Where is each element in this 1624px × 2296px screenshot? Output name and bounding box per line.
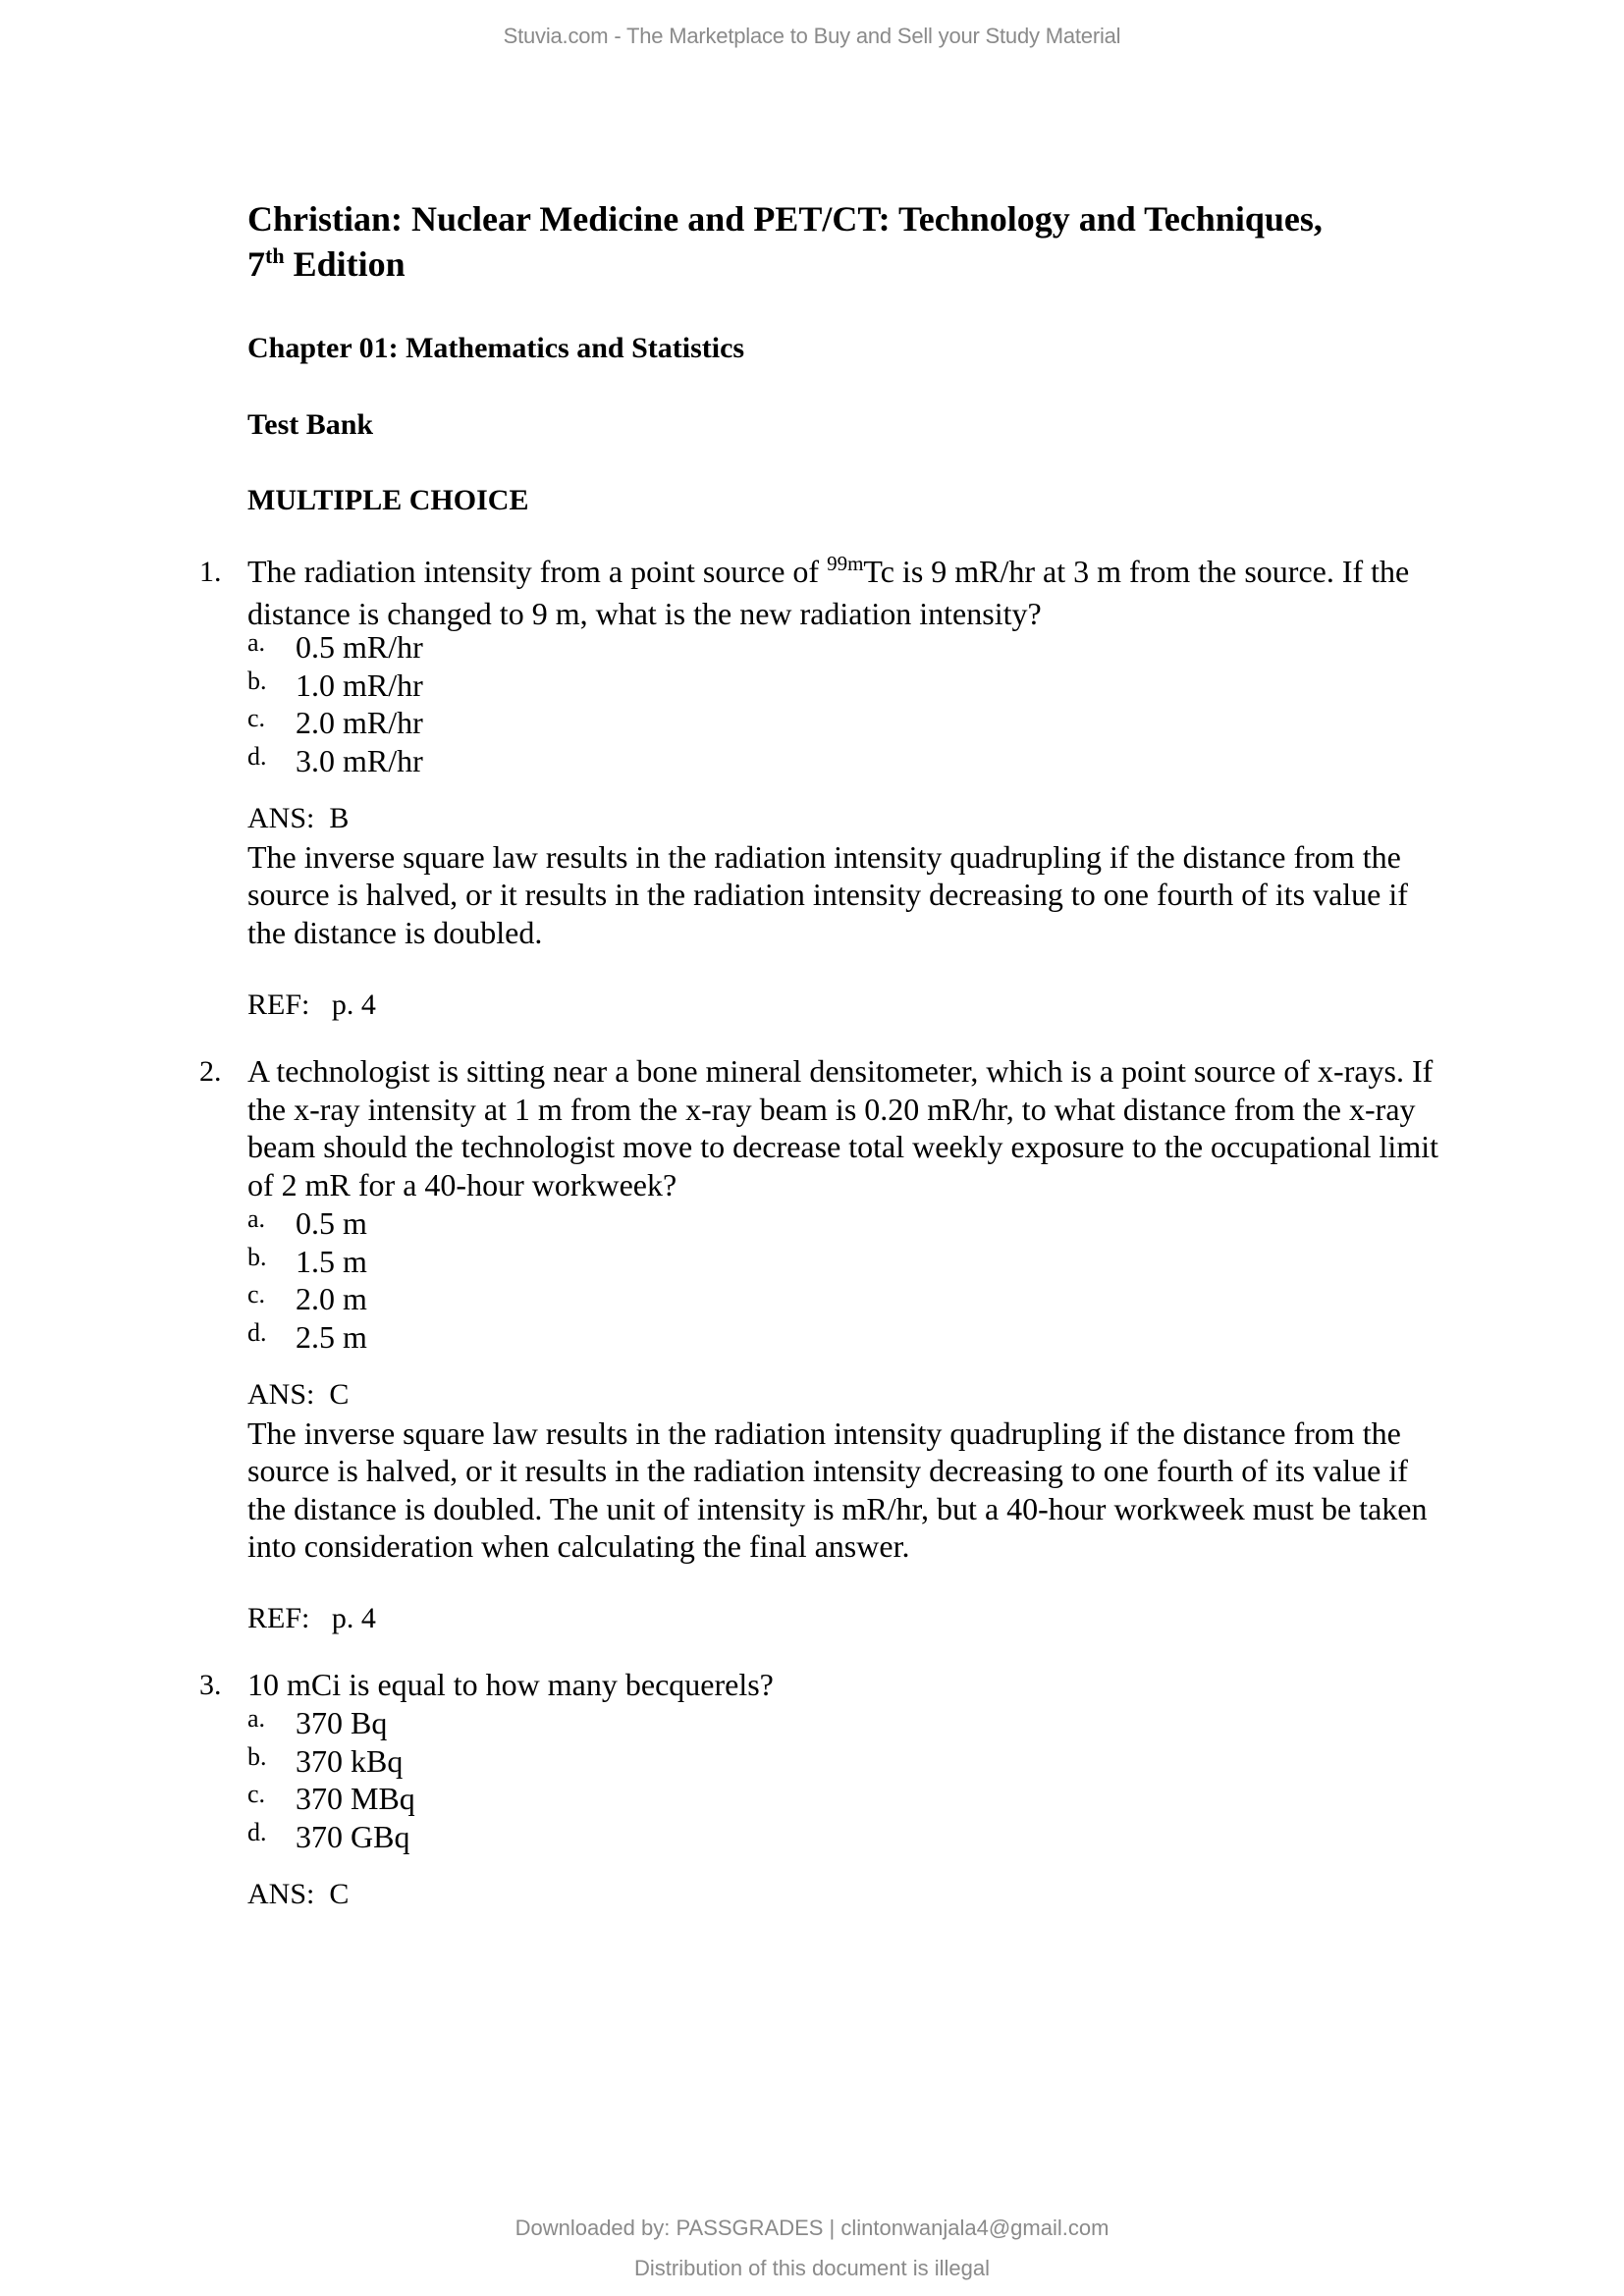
isotope-superscript: 99m <box>827 552 864 575</box>
question-1-options <box>247 628 1426 779</box>
option-text: 2.5 m <box>296 1318 367 1355</box>
option-b <box>247 1742 1426 1781</box>
option-text: 370 MBq <box>296 1781 415 1817</box>
stuvia-watermark-header: Stuvia.com - The Marketplace to Buy and Sell your Study Material <box>503 24 1121 48</box>
question-3-options <box>247 1704 1426 1855</box>
question-1-reference: REF: p. 4 <box>247 988 376 1021</box>
option-letter: a. <box>247 1704 266 1733</box>
question-text: 10 mCi is equal to how many becquerels? <box>247 1667 774 1702</box>
option-letter: c. <box>247 704 266 733</box>
title-line-1: Christian: Nuclear Medicine and PET/CT: Technology and Techniques, <box>247 199 1323 239</box>
question-number: 3. <box>199 1669 222 1701</box>
option-text: 370 kBq <box>296 1742 404 1779</box>
option-letter: b. <box>247 1242 267 1271</box>
option-c <box>247 704 1426 742</box>
question-3-answer <box>247 1876 1440 1914</box>
option-letter: a. <box>247 628 266 657</box>
option-b <box>247 667 1426 705</box>
question-number: 1. <box>199 556 222 588</box>
option-letter: d. <box>247 741 267 771</box>
option-text: 1.0 mR/hr <box>296 667 423 703</box>
option-text: 370 Bq <box>296 1705 388 1740</box>
option-text: 370 GBq <box>296 1818 410 1854</box>
answer-rationale: The inverse square law results in the radiation intensity quadrupling if the distance from the source is halved, or it results in the radiation intensity decreasing to one fourth of its value if the distance is doubled. <box>247 838 1408 950</box>
option-letter: d. <box>247 1317 267 1347</box>
edition-word: Edition <box>284 244 406 284</box>
answer-key: ANS: C <box>247 1878 350 1910</box>
question-2-reference: REF: p. 4 <box>247 1602 376 1634</box>
edition-number: 7 <box>247 244 265 284</box>
option-text: 2.0 mR/hr <box>296 705 423 741</box>
option-letter: a. <box>247 1204 266 1233</box>
option-letter: b. <box>247 666 267 695</box>
test-bank-heading: Test Bank <box>247 408 374 441</box>
option-c <box>247 1780 1426 1818</box>
chapter-heading: Chapter 01: Mathematics and Statistics <box>247 332 745 364</box>
document-title <box>247 196 1475 292</box>
option-text: 2.0 m <box>296 1281 367 1317</box>
answer-rationale: The inverse square law results in the radiation intensity quadrupling if the distance from the source is halved, or it results in the radiation intensity decreasing to one fourth of its value if the distance is doubled. The unit of intensity is mR/hr, but a 40-hour workweek must be taken into consideration when calculating the final answer. <box>247 1415 1428 1565</box>
option-text: 3.0 mR/hr <box>296 742 423 778</box>
option-letter: c. <box>247 1780 266 1809</box>
option-c <box>247 1280 1426 1318</box>
option-d <box>247 742 1426 780</box>
option-d <box>247 1818 1426 1856</box>
download-attribution-footer: Downloaded by: PASSGRADES | clintonwanjala4@gmail.com <box>514 2216 1110 2240</box>
option-text: 0.5 m <box>296 1205 367 1241</box>
question-2-options <box>247 1204 1426 1356</box>
option-a <box>247 628 1426 667</box>
question-text: A technologist is sitting near a bone mineral densitometer, which is a point source of x-rays. If the x-ray intensity at 1 m from the x-ray beam is 0.20 mR/hr, to what distance from the x-ray beam should the technologist move to decrease total weekly exposure to the occupational limit of 2 mR for a 40-hour workweek? <box>247 1053 1438 1202</box>
option-letter: c. <box>247 1280 266 1309</box>
option-d <box>247 1318 1426 1357</box>
edition-ordinal-suffix: th <box>265 243 285 268</box>
answer-key: ANS: C <box>247 1378 350 1411</box>
option-b <box>247 1243 1426 1281</box>
question-2-answer <box>247 1376 1440 1566</box>
option-a <box>247 1204 1426 1243</box>
section-heading-multiple-choice: MULTIPLE CHOICE <box>247 484 529 516</box>
option-letter: d. <box>247 1817 267 1846</box>
title-line-2 <box>247 241 1475 292</box>
question-text: The radiation intensity from a point source of $^{99m}$Tc is 9 mR/hr at 3 m from the source. If the distance is changed to 9 m, what is the new radiation intensity? <box>247 552 1410 631</box>
option-a <box>247 1704 1426 1742</box>
question-number: 2. <box>199 1055 222 1088</box>
option-text: 1.5 m <box>296 1243 367 1279</box>
option-text: 0.5 mR/hr <box>296 629 423 665</box>
question-1-answer <box>247 800 1440 951</box>
option-letter: b. <box>247 1741 267 1771</box>
distribution-notice-footer: Distribution of this document is illegal <box>634 2256 990 2280</box>
answer-key: ANS: B <box>247 802 350 834</box>
